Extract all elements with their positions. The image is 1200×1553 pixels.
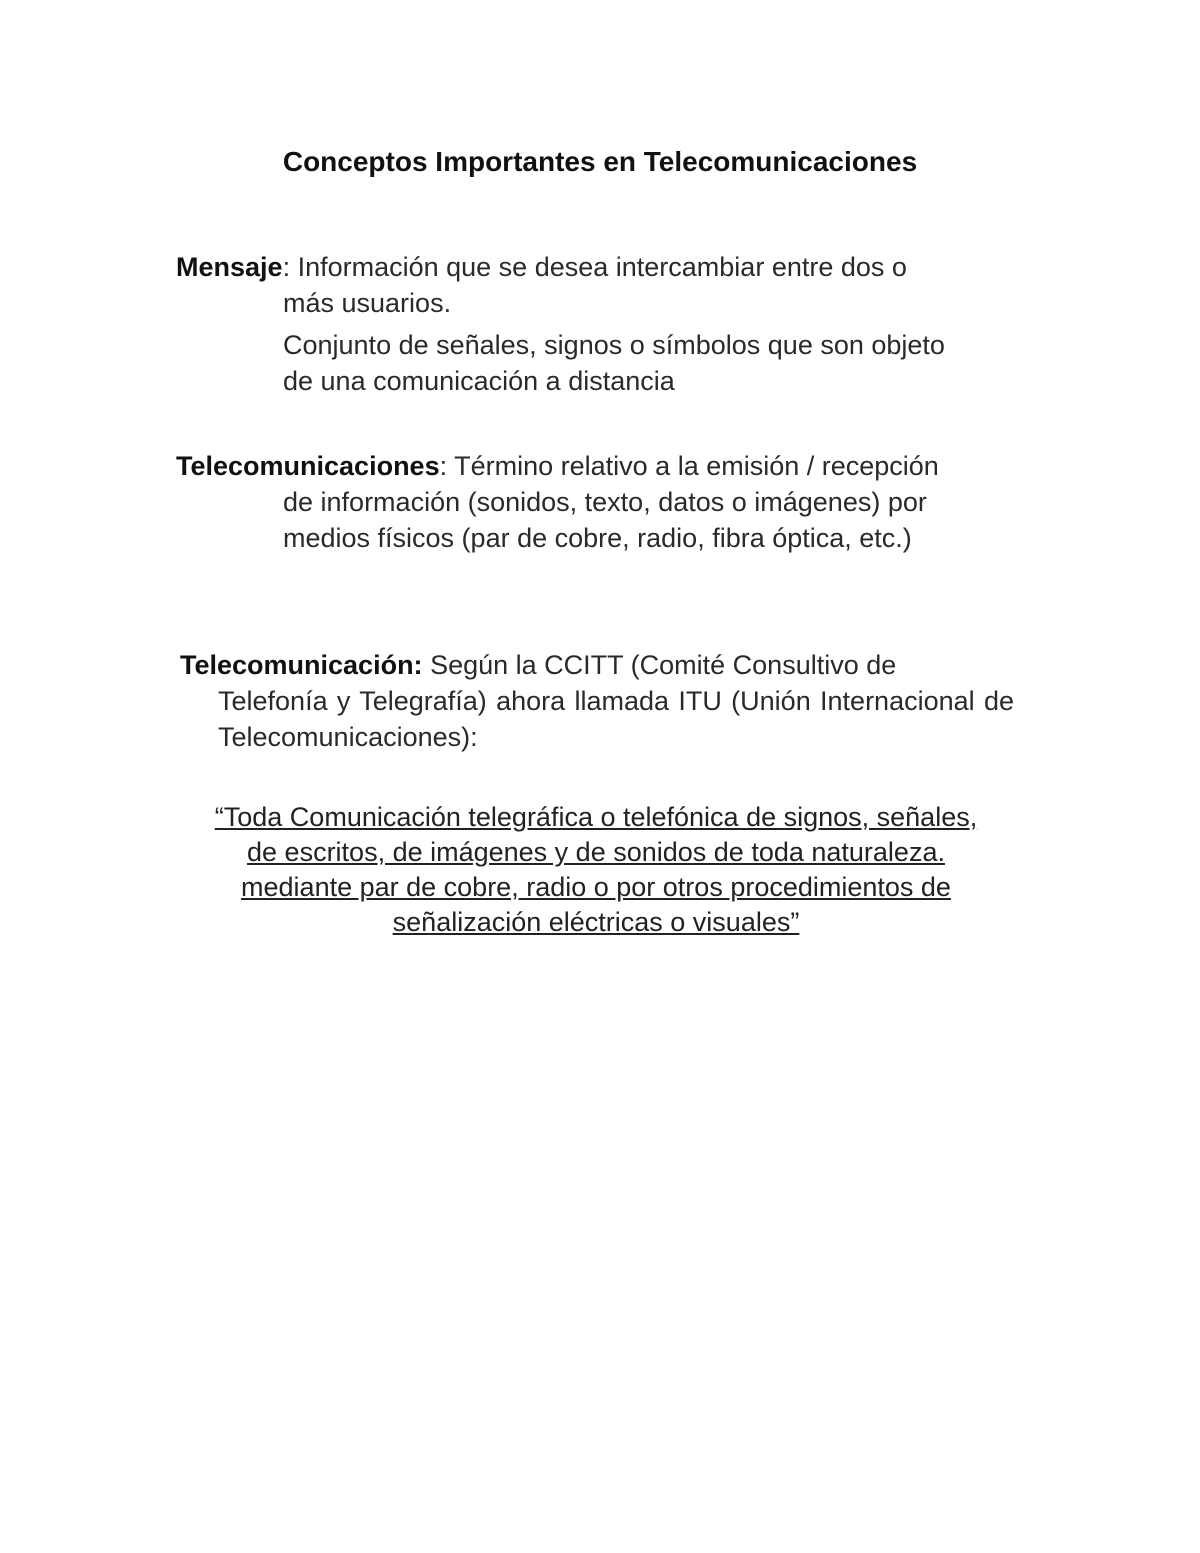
mensaje-def-line2: más usuarios. xyxy=(283,288,452,318)
term-mensaje: Mensaje xyxy=(176,252,283,282)
definition-telecomunicaciones xyxy=(176,448,1036,556)
telecomunicaciones-def-line2: de información (sonidos, texto, datos o imágenes) por xyxy=(283,487,927,517)
telecomunicaciones-def-line1: : Término relativo a la emisión / recepción xyxy=(439,451,939,481)
definition-mensaje xyxy=(176,249,1036,399)
term-telecomunicacion: Telecomunicación: xyxy=(180,650,423,680)
telecomunicacion-def-text2: Telefonía y Telegrafía) ahora llamada ITU (Unión Internacional de Telecomunicaciones): xyxy=(218,686,1014,752)
telecomunicaciones-def-line3: medios físicos (par de cobre, radio, fibra óptica, etc.) xyxy=(283,523,912,553)
telecomunicacion-first-line xyxy=(180,647,1014,683)
quote-line4: señalización eléctricas o visuales” xyxy=(392,907,800,937)
quote-line2: de escritos, de imágenes y de sonidos de toda naturaleza. xyxy=(247,837,945,867)
quote-line3: mediante par de cobre, radio o por otros procedimientos de xyxy=(241,872,951,902)
mensaje-alt-line1: Conjunto de señales, signos o símbolos que son objeto xyxy=(283,330,945,360)
mensaje-def-line1: : Información que se desea intercambiar entre dos o xyxy=(282,252,907,282)
telecomunicacion-def-text1: Según la CCITT (Comité Consultivo de xyxy=(422,650,897,680)
ccitt-definition-quote xyxy=(176,800,1016,940)
mensaje-first-line xyxy=(176,249,1036,285)
quote-line1: “Toda Comunicación telegráfica o telefónica de signos, señales, xyxy=(214,802,978,832)
page-title: Conceptos Importantes en Telecomunicaciones xyxy=(282,146,918,177)
telecomunicaciones-first-line xyxy=(176,448,1036,484)
term-telecomunicaciones: Telecomunicaciones xyxy=(176,451,440,481)
definition-telecomunicacion xyxy=(180,647,1014,755)
mensaje-alt-line2: de una comunicación a distancia xyxy=(283,366,675,396)
